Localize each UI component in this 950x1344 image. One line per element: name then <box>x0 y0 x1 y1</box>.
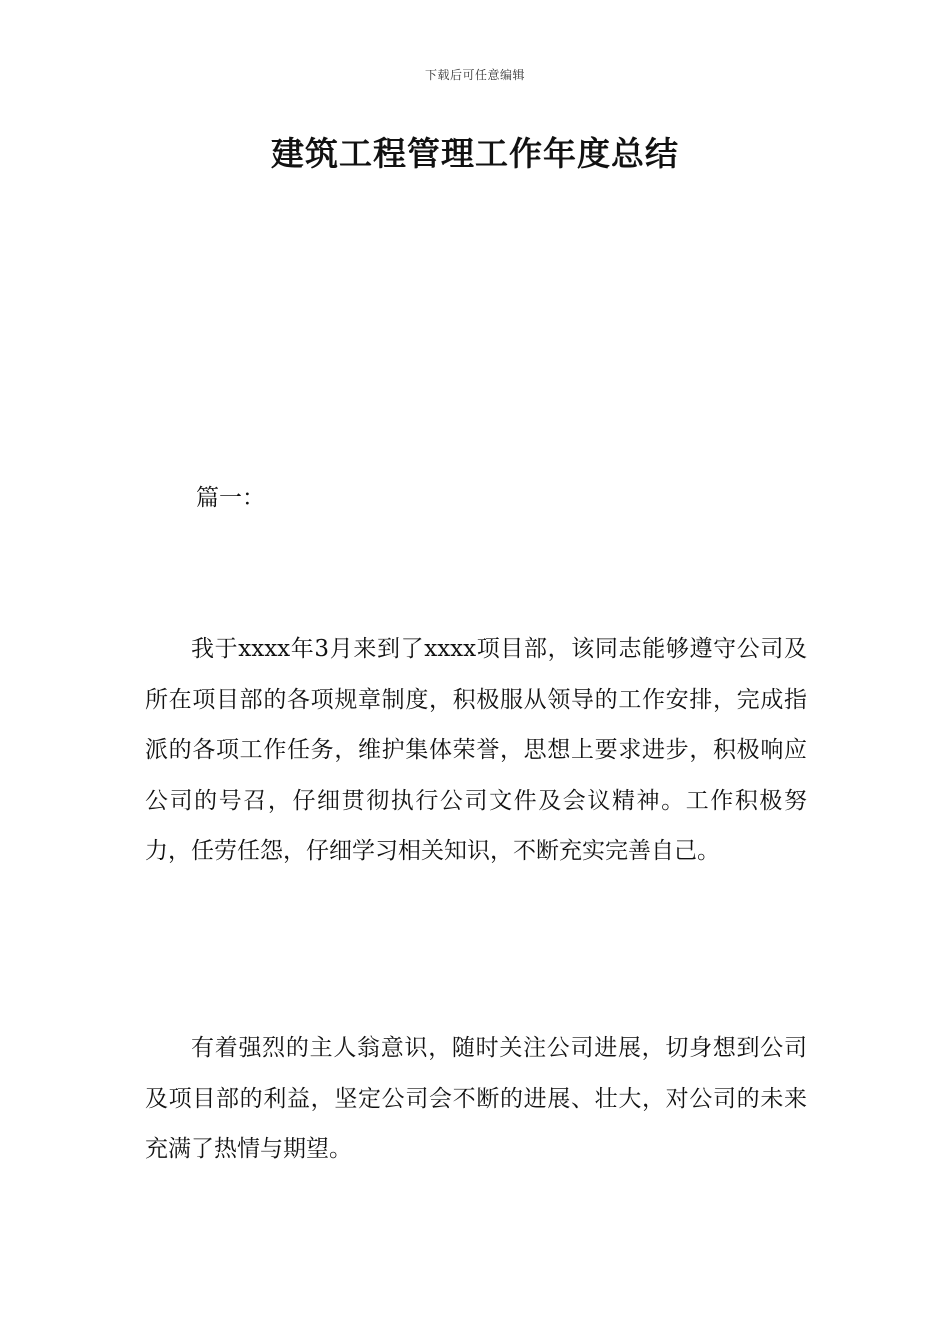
paragraph-2: 有着强烈的主人翁意识，随时关注公司进展，切身想到公司及项目部的利益，坚定公司会不断的进展、壮大，对公司的未来充满了热情与期望。 <box>145 1035 807 1162</box>
section-label: 篇一： <box>196 485 265 511</box>
page-title: 建筑工程管理工作年度总结 <box>271 134 679 173</box>
paragraph-1: 我于xxxx年3月来到了xxxx项目部，该同志能够遵守公司及所在项目部的各项规章制度，积极服从领导的工作安排，完成指派的各项工作任务，维护集体荣誉，思想上要求进步，积极响应公司的号召，仔细贯彻执行公司文件及会议精神。工作积极努力，任劳任怨，仔细学习相关知识，不断充实完善自己。 <box>145 636 807 864</box>
header-note: 下载后可任意编辑 <box>424 68 525 82</box>
